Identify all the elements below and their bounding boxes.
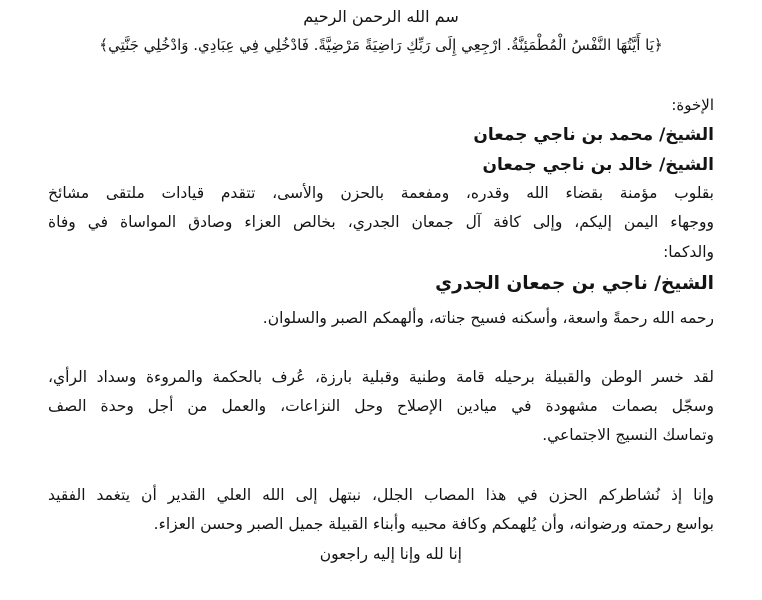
- paragraph-line: وتماسك النسيج الاجتماعي.: [542, 426, 714, 444]
- basmala: سم الله الرحمن الرحيم: [303, 7, 459, 26]
- salutation: الإخوة:: [671, 96, 714, 114]
- paragraph-line: وسجّل بصمات مشهودة في ميادين الإصلاح وحل النزاعات، والعمل من أجل وحدة الصف: [48, 397, 714, 415]
- deceased-name: الشيخ/ ناجي بن جمعان الجدري: [435, 273, 714, 294]
- paragraph-line: ووجهاء اليمن إليكم، وإلى كافة آل جمعان الجدري، بخالص العزاء وصادق المواساة في وفاة: [48, 213, 714, 231]
- paragraph-line: لقد خسر الوطن والقبيلة برحيله قامة وطنية وقبلية بارزة، عُرف بالحكمة والمروءة وسداد الرأي،: [48, 368, 714, 386]
- addressee-name: الشيخ/ محمد بن ناجي جمعان: [473, 125, 714, 145]
- paragraph-line: بواسع رحمته ورضوانه، وأن يُلهمكم وكافة محبيه وأبناء القبيلة جميل الصبر وحسن العزاء.: [153, 515, 714, 533]
- prayer-line: رحمه الله رحمةً واسعة، وأسكنه فسيح جناته، وألهمكم الصبر والسلوان.: [262, 309, 714, 327]
- quran-verse: ﴿يَا أَيَّتُهَا النَّفْسُ الْمُطْمَئِنَّةُ. ارْجِعِي إِلَى رَبِّكِ رَاضِيَةً مَرْضِيَّةً. فَادْخُلِي فِي عِبَادِي. وَادْخُلِي جَنَّتِي﴾: [99, 36, 663, 54]
- paragraph-line: وإنا إذ نُشاطركم الحزن في هذا المصاب الجلل، نبتهل إلى الله العلي القدير أن يتغمد الفقيد: [48, 486, 714, 504]
- paragraph-line: بقلوب مؤمنة بقضاء الله وقدره، ومفعمة بالحزن والأسى، تتقدم قيادات ملتقى مشائخ: [48, 184, 714, 202]
- addressee-name: الشيخ/ خالد بن ناجي جمعان: [482, 155, 714, 175]
- paragraph-line: والدكما:: [663, 243, 714, 261]
- closing-phrase: إنا لله وإنا إليه راجعون: [319, 545, 462, 563]
